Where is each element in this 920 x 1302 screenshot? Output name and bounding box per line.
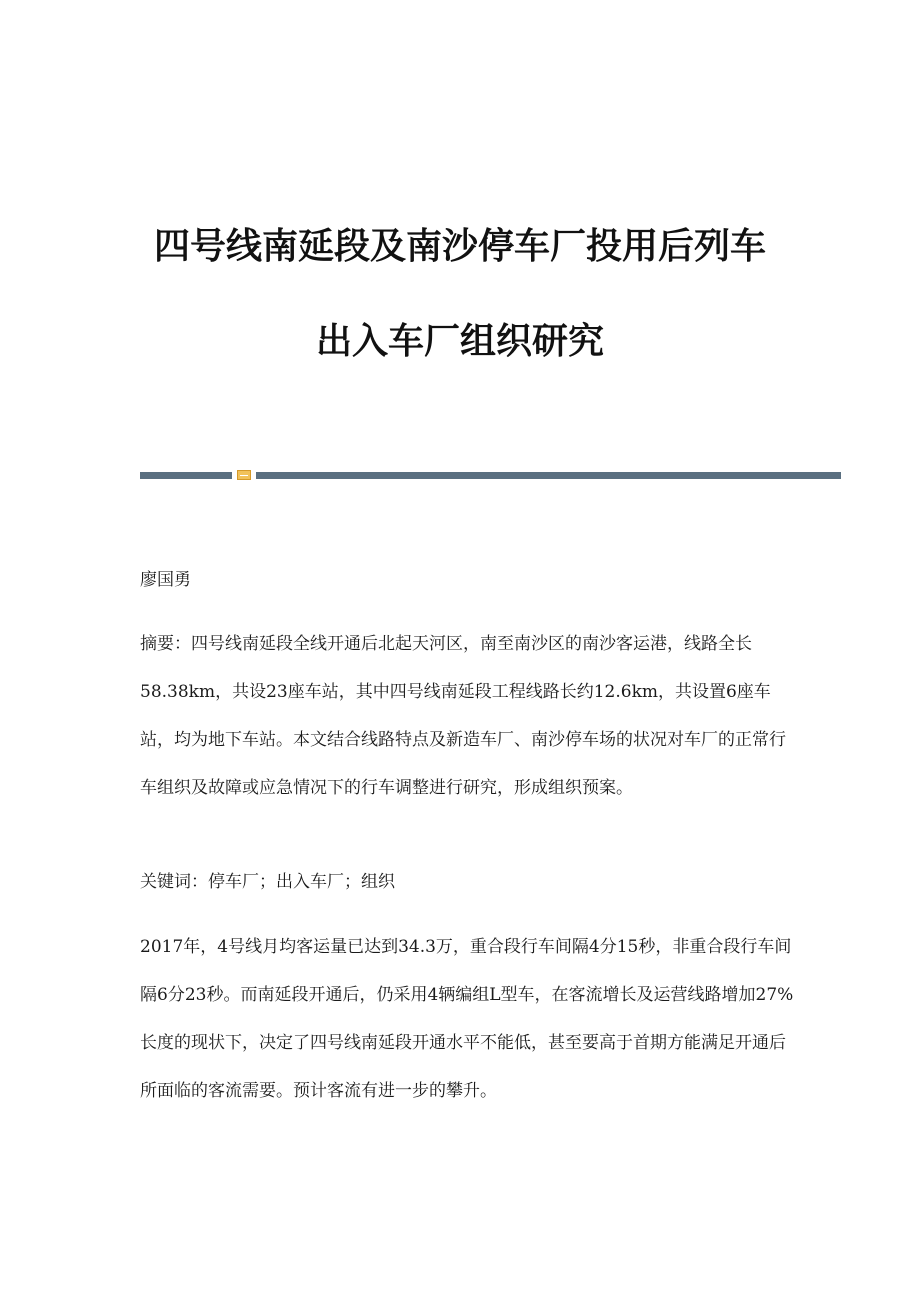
keywords-line: 关键词：停车厂；出入车厂；组织 <box>140 872 395 892</box>
divider-right-segment <box>256 472 841 479</box>
title-divider <box>140 470 841 480</box>
abstract-paragraph: 摘要：四号线南延段全线开通后北起天河区，南至南沙区的南沙客运港，线路全长58.38km，共设23座车站，其中四号线南延段工程线路长约12.6km，共设置6座车站，均为地下车站。本文结合线路特点及新造车厂、南沙停车场的状况对车厂的正常行车组织及故障或应急情况下的行车调整进行研究，形成组织预案。 <box>140 634 786 798</box>
document-title-line-2: 出入车厂组织研究 <box>315 321 604 362</box>
author-name: 廖国勇 <box>140 570 191 590</box>
divider-left-segment <box>140 472 232 479</box>
body-paragraph: 2017年，4号线月均客运量已达到34.3万，重合段行车间隔4分15秒，非重合段行车间隔6分23秒。而南延段开通后，仍采用4辆编组L型车，在客流增长及运营线路增加27%长度的现状下，决定了四号线南延段开通水平不能低，甚至要高于首期方能满足开通后所面临的客流需要。预计客流有进一步的攀升。 <box>140 937 794 1101</box>
document-title-line-1: 四号线南延段及南沙停车厂投用后列车 <box>153 226 766 267</box>
divider-ornament-icon <box>237 470 251 480</box>
